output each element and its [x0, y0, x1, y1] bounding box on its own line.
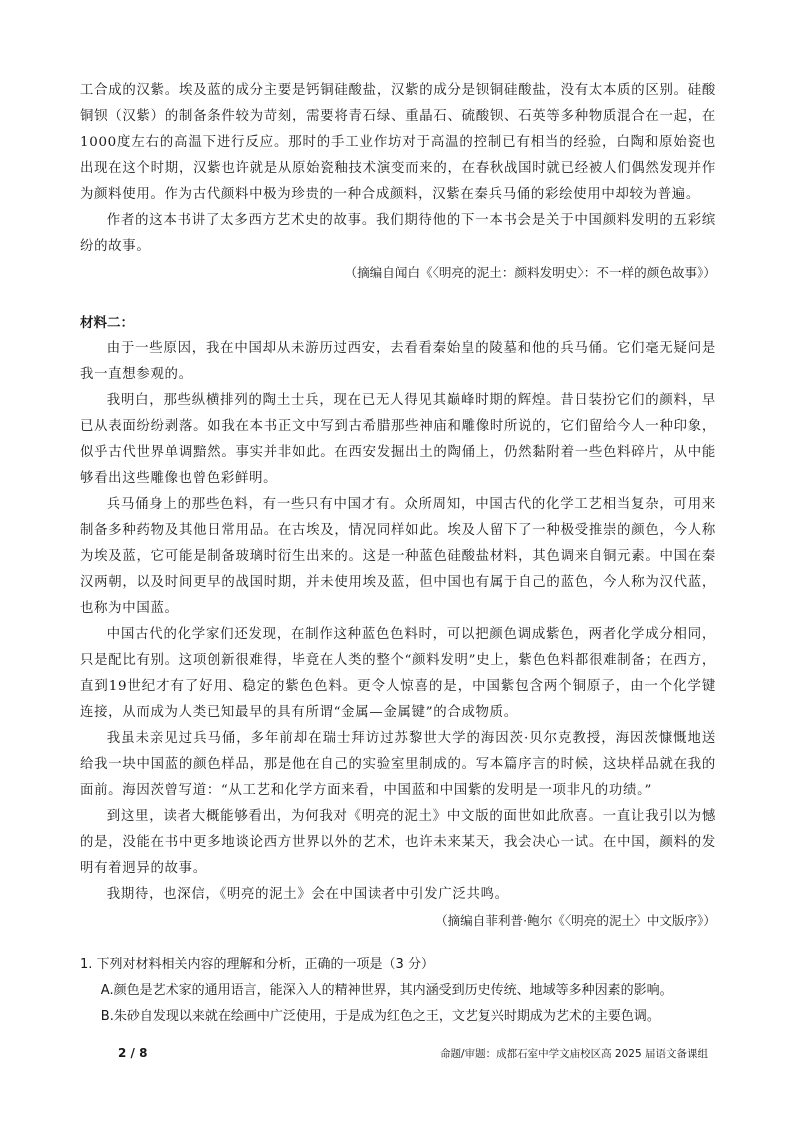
- question-gap: [80, 934, 716, 952]
- material-two-heading: 材料二：: [80, 315, 134, 331]
- material-two-paragraph-3: 兵马俑身上的那些色料，有一些只有中国才有。众所周知，中国古代的化学工艺相当复杂，可用来制备多种药物及其他日常用品。在古埃及，情况同样如此。埃及人留下了一种极受推崇的颜色，今人称为埃及蓝，它可能是制备玻璃时衍生出来的。这是一种蓝色硅酸盐材料，其色调来自铜元素。中国在秦汉两朝，以及时间更早的战国时期，并未使用埃及蓝，但中国也有属于自己的蓝色，今人称为汉代蓝，也称为中国蓝。: [80, 497, 716, 616]
- footer-note: 命题/审题：成都石室中学文庙校区高 2025 届语文备课组: [440, 1048, 708, 1060]
- page-number: 2 / 8: [118, 1046, 148, 1060]
- question-1-option-a: A.颜色是艺术家的通用语言，能深入人的精神世界，其内涵受到历史传统、地域等多种因素的影响。: [100, 983, 673, 998]
- page-content: [80, 78, 716, 1030]
- question-1-option-b: B.朱砂自发现以来就在绘画中广泛使用，于是成为红色之王，文艺复兴时期成为艺术的主要色调。: [100, 1009, 660, 1024]
- material-one-source: （摘编自闻白《〈明亮的泥土：颜料发明史〉：不一样的颜色故事》）: [344, 265, 716, 280]
- material-two-source: （摘编自菲利普·鲍尔《〈明亮的泥土〉中文版序》）: [434, 913, 716, 928]
- material-two-paragraph-7: 我期待，也深信，《明亮的泥土》会在中国读者中引发广泛共鸣。: [106, 887, 509, 902]
- section-gap: [80, 286, 716, 310]
- material-two-paragraph-1: 由于一些原因，我在中国却从未游历过西安，去看看秦始皇的陵墓和他的兵马俑。它们毫无疑问是我一直想参观的。: [80, 341, 716, 382]
- material-two-paragraph-6: 到这里，读者大概能够看出，为何我对《明亮的泥土》中文版的面世如此欣喜。一直让我引以为憾的是，没能在书中更多地谈论西方世界以外的艺术，也许未来某天，我会决心一试。在中国，颜料的发明有着迥异的故事。: [80, 809, 716, 876]
- material-two-paragraph-2: 我明白，那些纵横排列的陶土士兵，现在已无人得见其巅峰时期的辉煌。昔日装扮它们的颜料，早已从表面纷纷剥落。如我在本书正文中写到古希腊那些神庙和雕像时所说的，它们留给今人一种印象，似乎古代世界单调黯然。事实并非如此。在西安发掘出土的陶俑上，仍然黏附着一些色料碎片，从中能够看出这些雕像也曾色彩鲜明。: [80, 393, 716, 486]
- material-one-paragraph-closing: 作者的这本书讲了太多西方艺术史的故事。我们期待他的下一本书会是关于中国颜料发明的五彩缤纷的故事。: [80, 213, 716, 254]
- material-two-paragraph-5: 我虽未亲见过兵马俑，多年前却在瑞士拜访过苏黎世大学的海因茨·贝尔克教授，海因茨慷慨地送给我一块中国蓝的颜色样品，那是他在自己的实验室里制成的。写本篇序言的时候，这块样品就在我的面前。海因茨曾写道：“从工艺和化学方面来看，中国蓝和中国紫的发明是一项非凡的功绩。”: [80, 731, 716, 798]
- material-one-paragraph-continued: 工合成的汉紫。埃及蓝的成分主要是钙铜硅酸盐，汉紫的成分是钡铜硅酸盐，没有太本质的区别。硅酸铜钡（汉紫）的制备条件较为苛刻，需要将青石绿、重晶石、硫酸钡、石英等多种物质混合在一起，在1000度左右的高温下进行反应。那时的手工业作坊对于高温的控制已有相当的经验，白陶和原始瓷也出现在这个时期，汉紫也许就是从原始瓷釉技术演变而来的，在春秋战国时就已经被人们偶然发现并作为颜料使用。作为古代颜料中极为珍贵的一种合成颜料，汉紫在秦兵马俑的彩绘使用中却较为普遍。: [80, 83, 716, 202]
- material-two-paragraph-4: 中国古代的化学家们还发现，在制作这种蓝色色料时，可以把颜色调成紫色，两者化学成分相同，只是配比有别。这项创新很难得，毕竟在人类的整个“颜料发明”史上，紫色色料都很难制备；在西方，直到19世纪才有了好用、稳定的紫色色料。更令人惊喜的是，中国紫包含两个铜原子，由一个化学键连接，从而成为人类已知最早的具有所谓“金属—金属键”的合成物质。: [80, 627, 716, 720]
- question-1-stem: 1. 下列对材料相关内容的理解和分析，正确的一项是（3 分）: [80, 957, 434, 972]
